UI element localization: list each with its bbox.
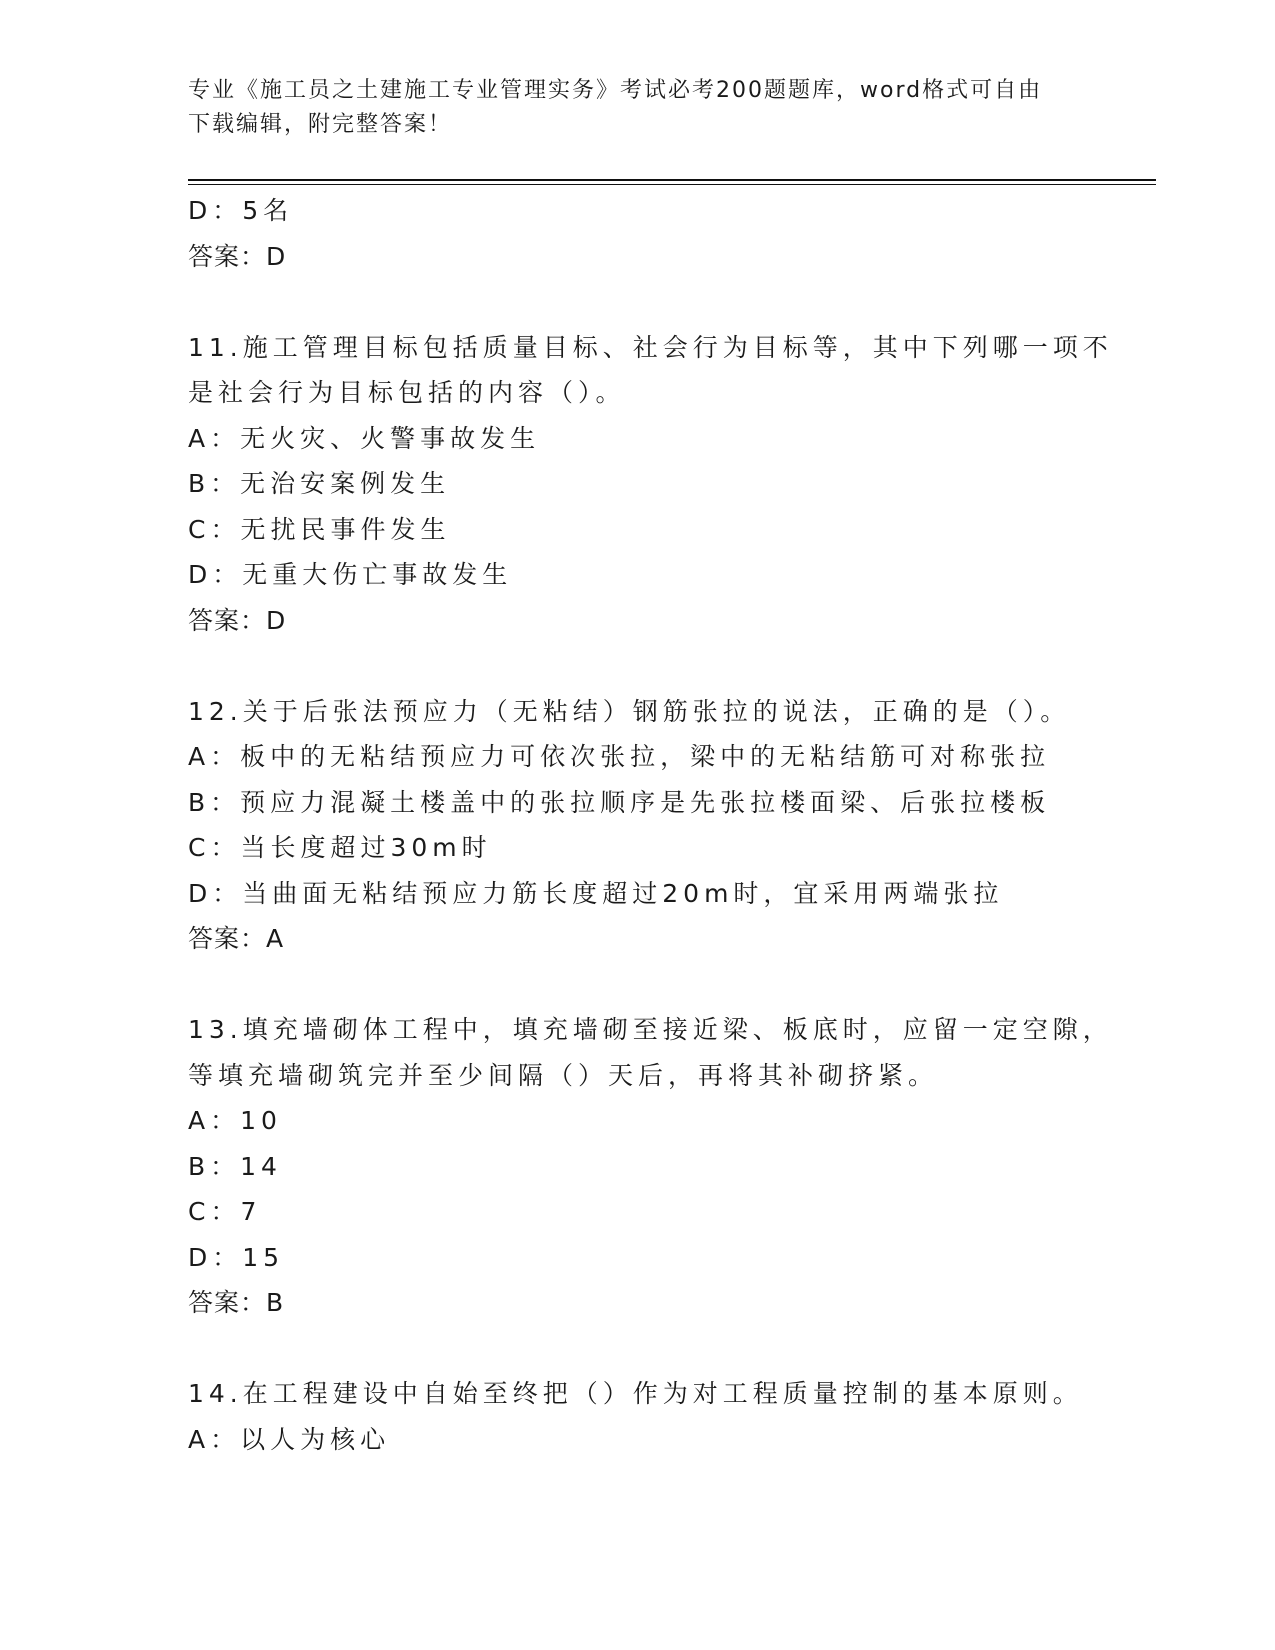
option-c: C：7 [188,1197,262,1226]
option-a: A：10 [188,1106,282,1135]
question-12 [188,689,1156,962]
option-c: C：当长度超过30m时 [188,833,492,862]
option-a: A：无火灾、火警事故发生 [188,423,541,453]
option-a: A：以人为核心 [188,1424,391,1454]
option-b: B：14 [188,1151,282,1181]
spacer [188,1326,1156,1372]
spacer [188,279,1156,325]
question-stem: 11.施工管理目标包括质量目标、社会行为目标等，其中下列哪一项不 [188,332,1113,362]
header-line-1: 专业《施工员之土建施工专业管理实务》考试必考200题题库，word格式可自由 [188,78,1043,103]
spacer [188,643,1156,689]
spacer [188,962,1156,1008]
answer-line: 答案：D [188,241,287,271]
answer-line: 答案：A [188,924,285,953]
question-stem: 12.关于后张法预应力（无粘结）钢筋张拉的说法，正确的是（）。 [188,696,1071,726]
question-stem: 等填充墙砌筑完并至少间隔（）天后，再将其补砌挤紧。 [188,1060,939,1090]
answer-line: 答案：B [188,1288,285,1317]
question-11 [188,325,1156,644]
question-stem: 是社会行为目标包括的内容（）。 [188,378,626,407]
option-a: A：板中的无粘结预应力可依次张拉，梁中的无粘结筋可对称张拉 [188,742,1051,771]
question-13 [188,1007,1156,1326]
option-d: D：当曲面无粘结预应力筋长度超过20m时，宜采用两端张拉 [188,878,1004,908]
option-c: C：无扰民事件发生 [188,514,451,544]
question-stem: 13.填充墙砌体工程中，填充墙砌至接近梁、板底时，应留一定空隙， [188,1015,1113,1044]
question-stem: 14.在工程建设中自始至终把（）作为对工程质量控制的基本原则。 [188,1379,1083,1408]
header-line-2: 下载编辑，附完整答案！ [188,112,453,137]
header-divider-thin [188,184,1156,185]
document-body [188,188,1156,1462]
document-header [188,74,1088,142]
question-14 [188,1371,1156,1462]
option-d: D：5名 [188,196,294,225]
option-b: B：预应力混凝土楼盖中的张拉顺序是先张拉楼面梁、后张拉楼板 [188,787,1051,817]
option-d: D：15 [188,1242,285,1272]
question-10-fragment [188,188,1156,279]
answer-line: 答案：D [188,605,287,635]
option-b: B：无治安案例发生 [188,469,451,498]
option-d: D：无重大伤亡事故发生 [188,560,513,589]
header-divider-thick [188,179,1156,181]
